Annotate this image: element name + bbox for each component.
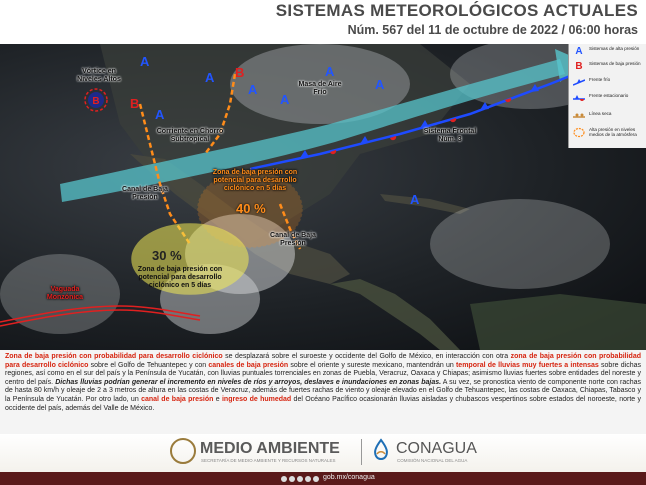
social-bar	[0, 472, 646, 485]
south-america-land	[470, 294, 646, 350]
map-legend	[568, 44, 646, 148]
bulletin-segment: sobre el oriente y sureste mexicano, mantendrán un	[288, 361, 456, 369]
page-subtitle: Núm. 567 del 11 de octubre de 2022 / 06:00 horas	[347, 23, 638, 37]
monsoon-trough-label: Vaguada Monzónica	[46, 286, 84, 301]
legend-label: Frente frío	[589, 77, 611, 82]
ministry-name: MEDIO AMBIENTE	[200, 440, 340, 457]
trough-label-east: Canal de Baja Presión	[270, 232, 316, 247]
high-pressure-marker: A	[410, 192, 420, 207]
legend-item	[569, 126, 646, 139]
bulletin-segment: del Océano Pacífico ocasionarán lluvias aisladas y chubascos vespertinos sobre estados del noroeste, norte y occidente del país, además del Valle de México.	[5, 395, 641, 412]
legend-label: Línea seca	[589, 111, 612, 116]
government-seal-icon	[170, 438, 196, 464]
bulletin-highlight: canal de baja presión	[141, 395, 214, 403]
low-pressure-marker: B	[130, 96, 140, 111]
youtube-icon[interactable]	[305, 476, 311, 482]
weather-map	[0, 44, 646, 350]
bulletin-highlight: Zona de baja presión con probabilidad para desarrollo ciclónico	[5, 353, 223, 360]
cloud-caribbean	[430, 199, 610, 289]
vortex-label: Vórtice en Niveles Altos	[77, 68, 121, 83]
bulletin-highlight: canales de baja presión	[208, 361, 289, 369]
legend-label: Sistemas de alta presión	[589, 46, 640, 51]
agency-name: CONAGUA	[396, 440, 477, 457]
bulletin-text	[0, 350, 646, 434]
legend-label: Sistemas de baja presión	[589, 61, 641, 66]
high-pressure-icon: A	[575, 46, 583, 57]
pacific-low-probability: 30 %	[152, 248, 182, 263]
instagram-icon[interactable]	[297, 476, 303, 482]
bulletin-highlight: temporal de lluvias muy fuertes a intensas	[455, 361, 599, 369]
legend-item	[569, 76, 646, 89]
high-pressure-marker: A	[155, 107, 165, 122]
bulletin-segment: A su vez, se pronostica viento de componente norte con rachas de hasta 80 km/h y oleaje de 2 a 3 metros de altura en las costas de Veracruz, además de fuertes rachas de viento y oleaje elevado en el Golfo de Tehuantepec, las costas de Oaxaca, Chiapas, Tabasco y la Península de Yucatán. Por otro lado, un	[5, 378, 641, 403]
legend-item	[569, 60, 646, 73]
page-title: SISTEMAS METEOROLÓGICOS ACTUALES	[275, 1, 638, 20]
upper-high-icon	[573, 127, 585, 138]
bulletin-warning: Dichas lluvias podrían generar el incremento en niveles de ríos y arroyos, deslaves e inundaciones en zonas bajas.	[55, 378, 442, 386]
low-pressure-marker: B	[235, 65, 245, 80]
high-pressure-marker: A	[248, 82, 258, 97]
jet-stream-label: Corriente en Chorro Subtropical	[156, 128, 224, 143]
legend-item	[569, 45, 646, 58]
high-pressure-marker: A	[280, 92, 290, 107]
legend-label: Frente estacionario	[589, 93, 629, 98]
legend-item	[569, 92, 646, 105]
gulf-low-probability: 40 %	[236, 201, 266, 216]
legend-label: Alta presión en niveles medios de la atmósfera	[589, 127, 637, 137]
ministry-subtitle: SECRETARÍA DE MEDIO AMBIENTE Y RECURSOS NATURALES	[201, 458, 336, 463]
facebook-icon[interactable]	[281, 476, 287, 482]
low-pressure-icon: B	[575, 61, 583, 72]
bulletin-segment: e	[213, 395, 222, 403]
air-mass-label: Masa de Aire Frío	[298, 81, 342, 96]
bulletin-segment: sobre el Golfo de Tehuantepec y con	[88, 361, 209, 369]
high-pressure-marker: A	[325, 64, 335, 79]
central-america-land	[330, 279, 460, 350]
cold-front-icon	[573, 77, 585, 88]
twitter-icon[interactable]	[289, 476, 295, 482]
gulf-low-label: Zona de baja presión con potencial para desarrollo ciclónico en 5 días	[212, 169, 298, 192]
footer-divider	[361, 439, 362, 465]
pacific-low-label: Zona de baja presión con potencial para desarrollo ciclónico en 5 días	[137, 266, 223, 289]
cuba-land	[380, 194, 470, 214]
dry-line-icon	[573, 111, 585, 122]
high-pressure-marker: A	[205, 70, 215, 85]
bulletin-highlight: ingreso de humedad	[221, 395, 292, 403]
footer	[0, 434, 646, 485]
web-icon[interactable]	[313, 476, 319, 482]
website-link[interactable]: gob.mx/conagua	[323, 474, 375, 481]
cold-front-label: Sistema Frontal Núm. 3	[423, 128, 477, 143]
conagua-logo-icon	[370, 438, 392, 462]
bulletin-highlight: zona de baja presión con probabilidad para desarrollo ciclónico	[5, 353, 642, 369]
legend-item	[569, 110, 646, 123]
header	[0, 0, 646, 44]
trough-label-west: Canal de Baja Presión	[122, 186, 168, 201]
high-pressure-marker: A	[375, 77, 385, 92]
bulletin-segment: se desplazará sobre el suroeste y occidente del Golfo de México, en interacción con otra	[222, 353, 511, 360]
stationary-front-icon	[573, 93, 585, 104]
bulletin-segment: sobre dichas regiones, así como en el sur del país y la Península de Yucatán, con lluvias puntuales torrenciales en zonas de Puebla, Veracruz, Oaxaca y Chiapas; asimismo lluvias fuertes sobre entidades del noreste y centro del país.	[5, 361, 641, 386]
vortex-low-letter: B	[92, 96, 100, 107]
agency-subtitle: COMISIÓN NACIONAL DEL AGUA	[397, 458, 468, 463]
high-pressure-marker: A	[140, 54, 150, 69]
